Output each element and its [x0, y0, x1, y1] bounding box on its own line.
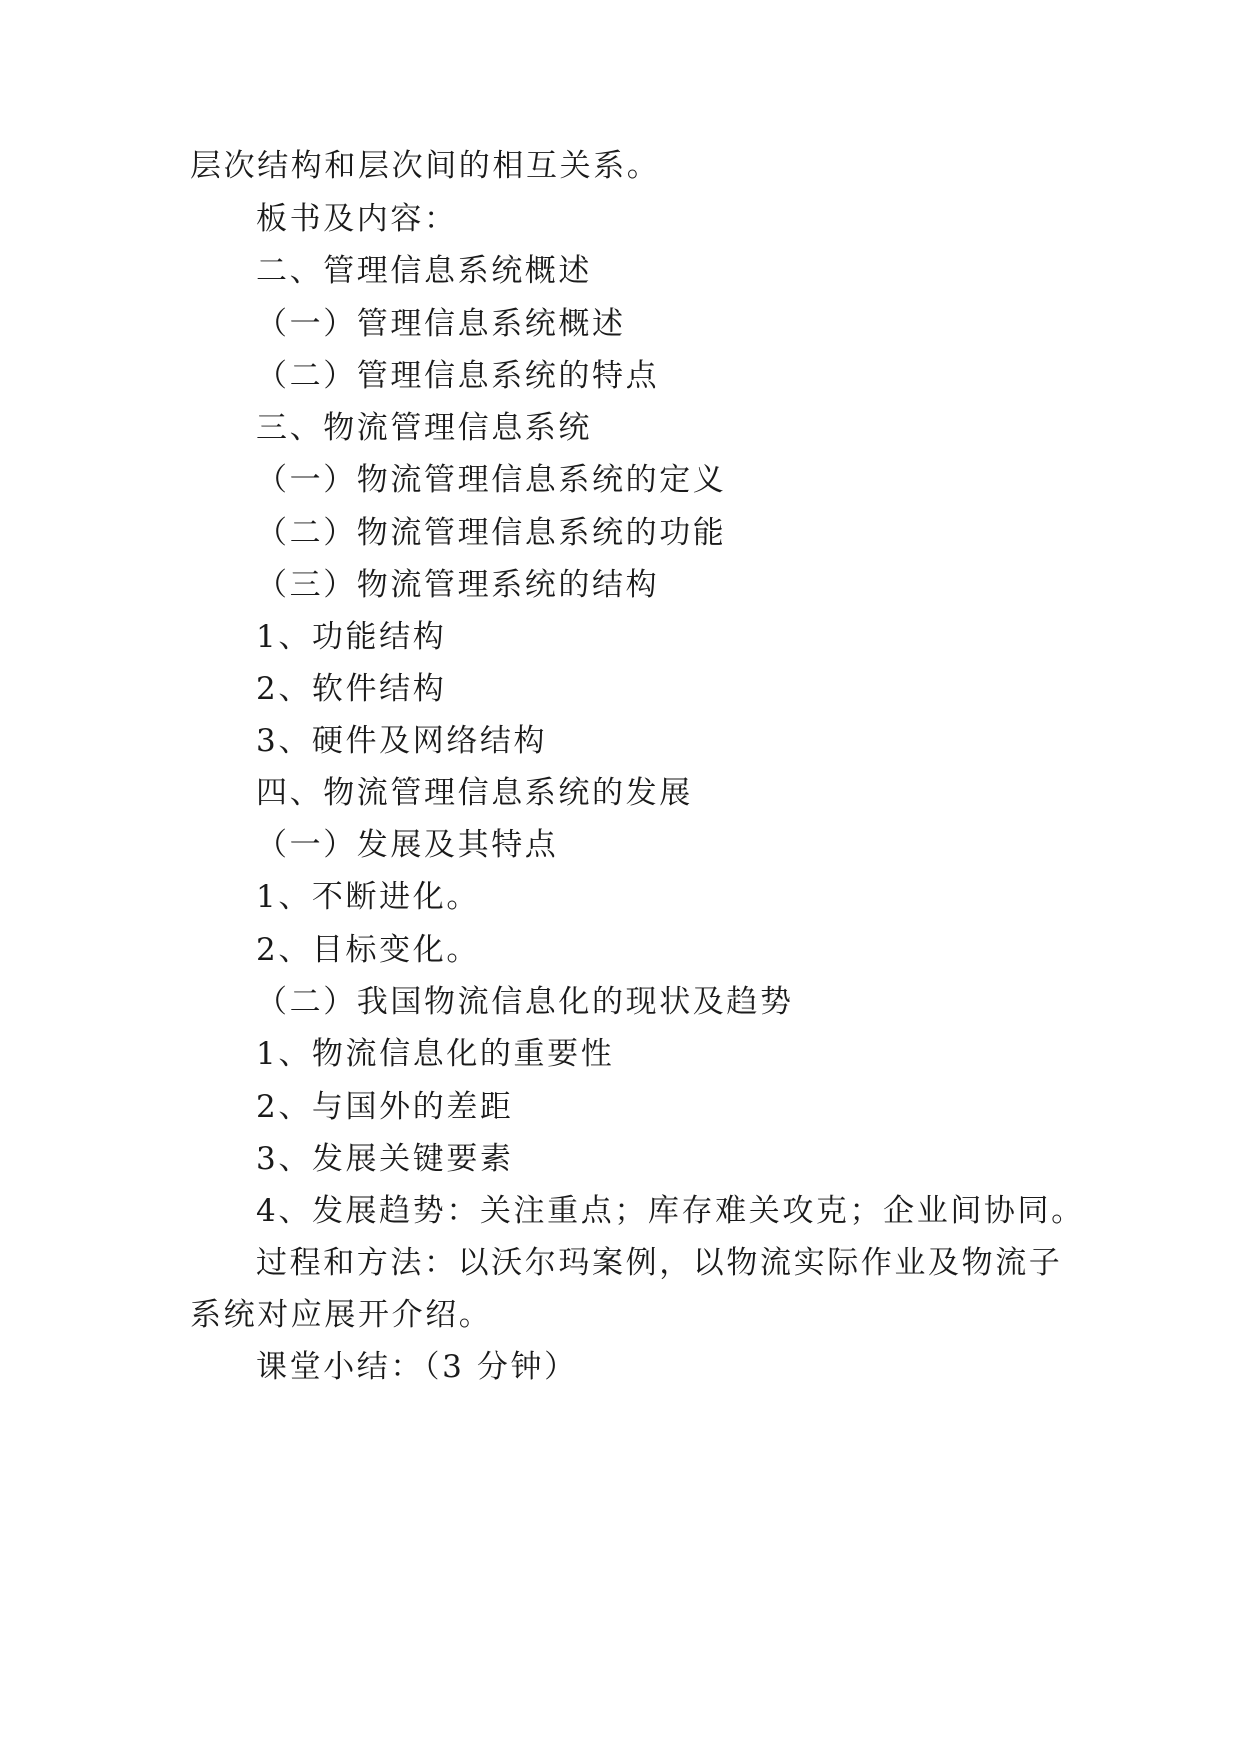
subsection-heading: （一）发展及其特点 [256, 827, 559, 863]
subsection-heading: （三）物流管理系统的结构 [256, 567, 660, 603]
list-item: 3、硬件及网络结构 [256, 723, 548, 759]
subsection-heading: （一）物流管理信息系统的定义 [256, 462, 727, 498]
section-heading: 四、物流管理信息系统的发展 [256, 775, 693, 811]
list-item: 4、发展趋势：关注重点；库存难关攻克；企业间协同。 [256, 1193, 1085, 1229]
subsection-heading: （二）物流管理信息系统的功能 [256, 515, 727, 551]
paragraph-heading: 板书及内容： [256, 201, 458, 237]
paragraph-continuation: 层次结构和层次间的相互关系。 [190, 148, 661, 184]
list-item: 1、不断进化。 [256, 879, 480, 915]
list-item: 2、软件结构 [256, 671, 447, 707]
list-item: 2、与国外的差距 [256, 1089, 514, 1125]
section-heading: 二、管理信息系统概述 [256, 253, 592, 289]
subsection-heading: （二）我国物流信息化的现状及趋势 [256, 984, 794, 1020]
list-item: 1、功能结构 [256, 619, 447, 655]
list-item: 1、物流信息化的重要性 [256, 1036, 615, 1072]
paragraph-text: 过程和方法：以沃尔玛案例，以物流实际作业及物流子 [256, 1245, 1063, 1281]
subsection-heading: （二）管理信息系统的特点 [256, 358, 660, 394]
paragraph-continuation: 系统对应展开介绍。 [190, 1297, 493, 1333]
list-item: 2、目标变化。 [256, 932, 480, 968]
section-heading: 三、物流管理信息系统 [256, 410, 592, 446]
subsection-heading: （一）管理信息系统概述 [256, 306, 626, 342]
list-item: 3、发展关键要素 [256, 1141, 514, 1177]
paragraph-heading: 课堂小结：（3 分钟） [256, 1349, 578, 1385]
